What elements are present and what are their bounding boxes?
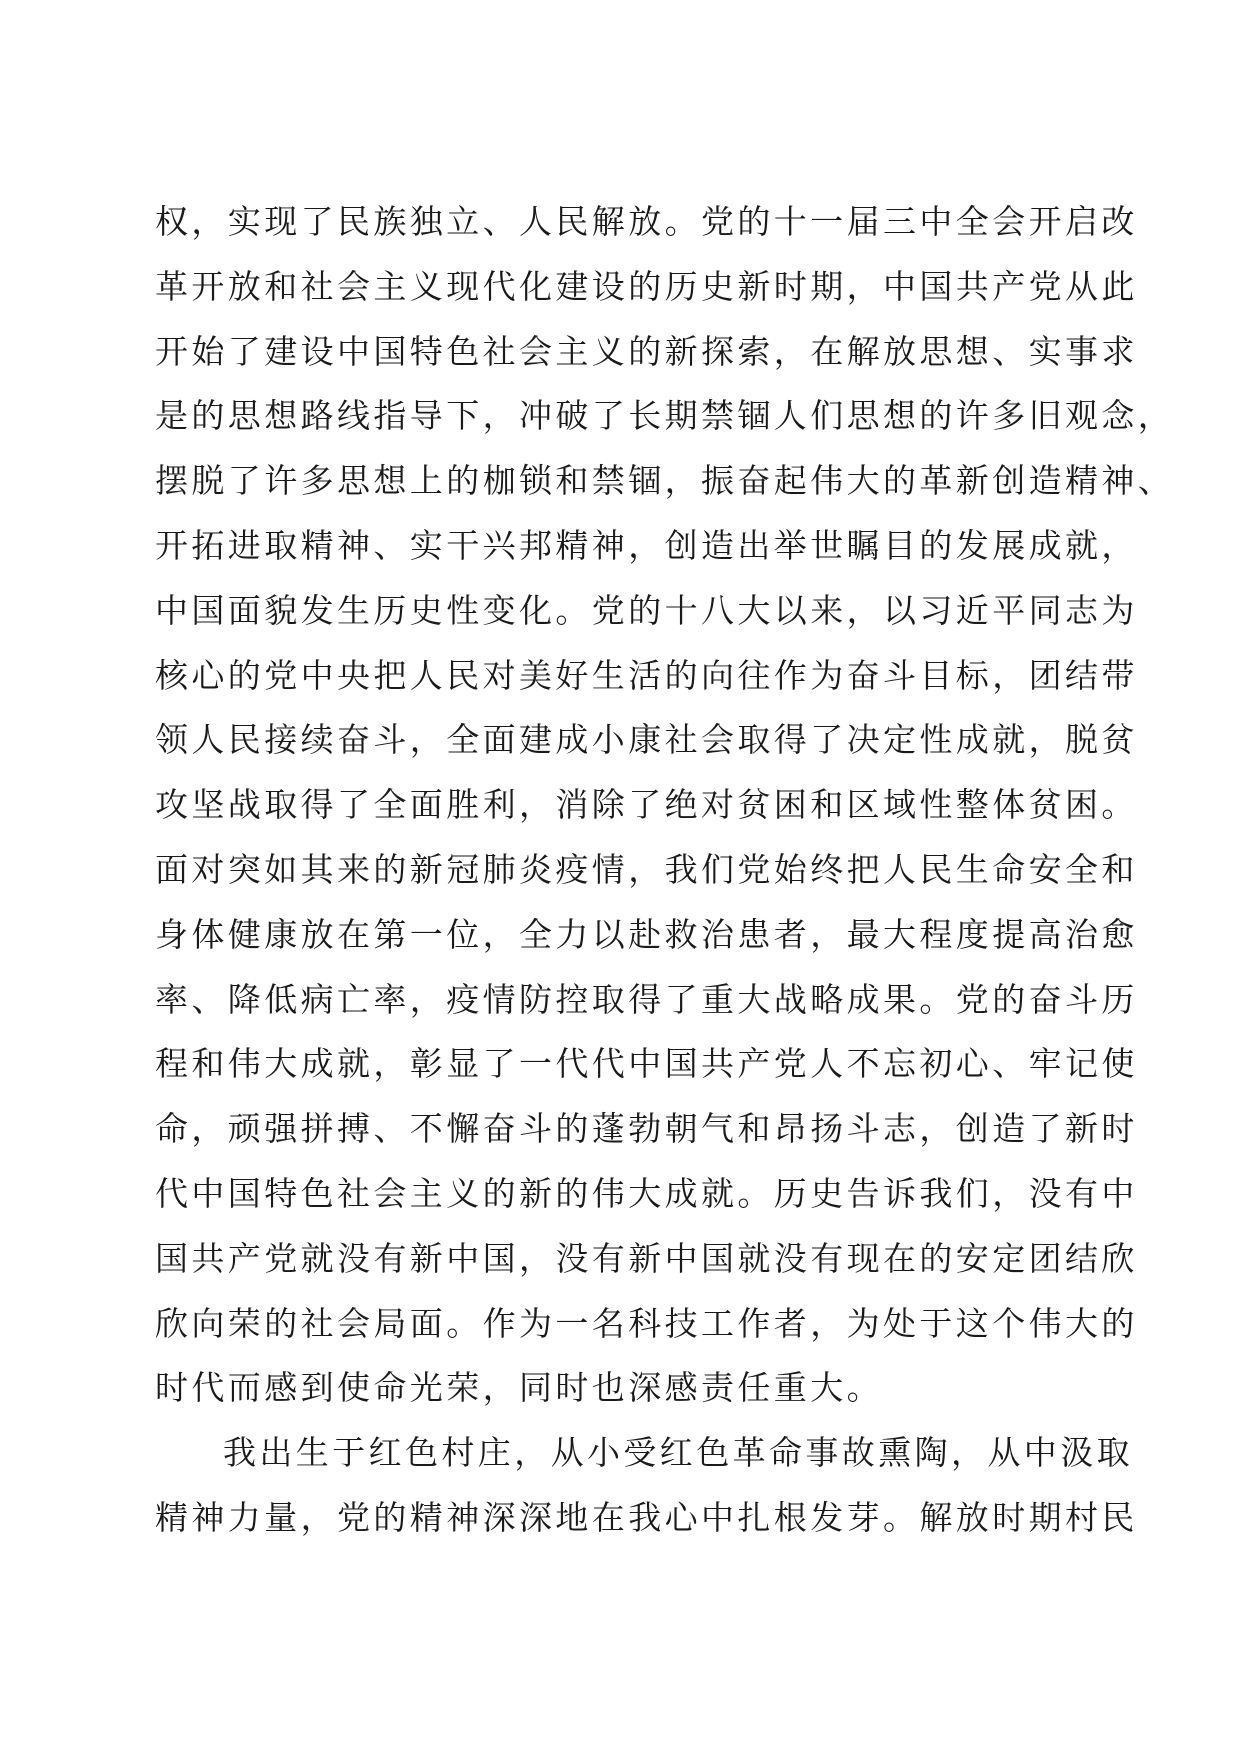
text-line: 领人民接续奋斗，全面建成小康社会取得了决定性成就，脱贫 [155,720,1138,760]
text-line: 程和伟大成就，彰显了一代代中国共产党人不忘初心、牢记使 [155,1044,1138,1084]
text-line: 欣向荣的社会局面。作为一名科技工作者，为处于这个伟大的 [155,1303,1138,1343]
text-line: 攻坚战取得了全面胜利，消除了绝对贫困和区域性整体贫困。 [155,785,1138,825]
text-line: 代中国特色社会主义的新的伟大成就。历史告诉我们，没有中 [155,1173,1138,1213]
text-line: 权，实现了民族独立、人民解放。党的十一届三中全会开启改 [155,202,1138,241]
text-line: 革开放和社会主义现代化建设的历史新时期，中国共产党从此 [155,266,1138,306]
text-line: 率、降低病亡率，疫情防控取得了重大战略成果。党的奋斗历 [155,979,1138,1019]
text-line: 身体健康放在第一位，全力以赴救治患者，最大程度提高治愈 [155,914,1138,954]
paragraph-1 [155,190,1175,1421]
text-line: 开拓进取精神、实干兴邦精神，创造出举世瞩目的发展成就， [155,525,1138,565]
text-line: 我出生于红色村庄，从小受红色革命事故熏陶，从中汲取 [223,1433,1133,1473]
text-line: 摆脱了许多思想上的枷锁和禁锢，振奋起伟大的革新创造精神、 [155,461,1175,501]
text-line: 是的思想路线指导下，冲破了长期禁锢人们思想的许多旧观念， [155,396,1175,436]
text-line: 中国面貌发生历史性变化。党的十八大以来，以习近平同志为 [155,590,1138,630]
text-line: 核心的党中央把人民对美好生活的向往作为奋斗目标，团结带 [155,655,1138,695]
text-line: 精神力量，党的精神深深地在我心中扎根发芽。解放时期村民 [155,1497,1138,1537]
text-line: 开始了建设中国特色社会主义的新探索，在解放思想、实事求 [155,331,1138,371]
text-line: 命，顽强拼搏、不懈奋斗的蓬勃朝气和昂扬斗志，创造了新时 [155,1109,1138,1149]
text-line: 面对突如其来的新冠肺炎疫情，我们党始终把人民生命安全和 [155,849,1138,889]
paragraph-2 [155,1421,1138,1551]
text-line: 时代而感到使命光荣，同时也深感责任重大。 [155,1368,883,1408]
body-text [155,190,1175,1551]
text-line: 国共产党就没有新中国，没有新中国就没有现在的安定团结欣 [155,1238,1138,1278]
